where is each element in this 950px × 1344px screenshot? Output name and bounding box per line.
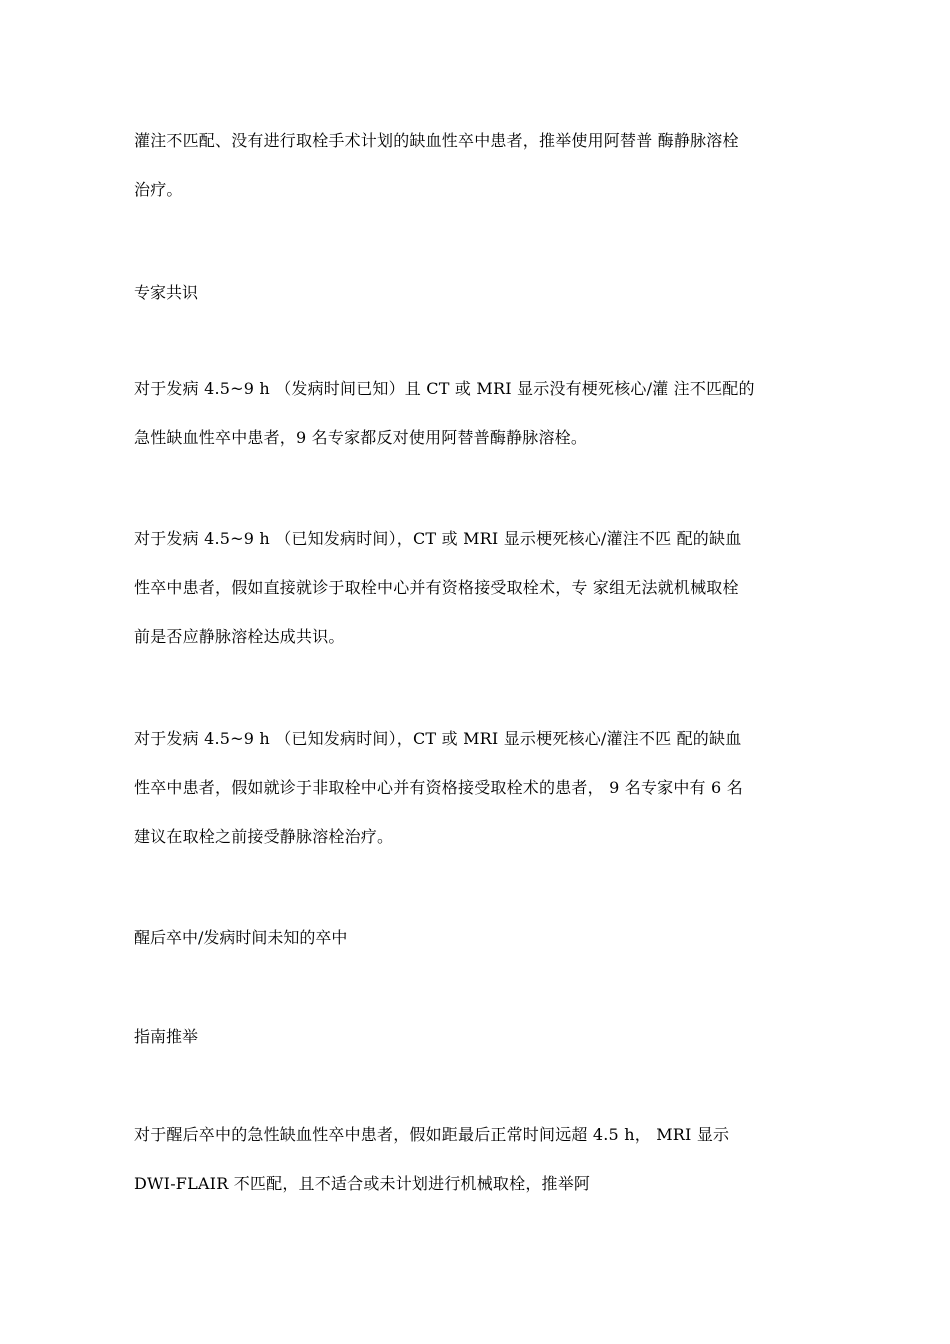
text-line: 对于发病 4.5~9 h （发病时间已知）且 CT 或 MRI 显示没有梗死核心/灌 注不匹配的: [134, 379, 755, 398]
heading-guideline-recommendation: 指南推举: [134, 1027, 199, 1046]
text-line: 建议在取栓之前接受静脉溶栓治疗。: [134, 827, 394, 846]
text-line: 对于发病 4.5~9 h （已知发病时间），CT 或 MRI 显示梗死核心/灌注不匹 配的缺血: [134, 729, 742, 748]
text-line: 性卒中患者，假如直接就诊于取栓中心并有资格接受取栓术，专 家组无法就机械取栓: [134, 578, 739, 597]
text-line: 对于发病 4.5~9 h （已知发病时间），CT 或 MRI 显示梗死核心/灌注不匹 配的缺血: [134, 529, 742, 548]
text-line: 灌注不匹配、没有进行取栓手术计划的缺血性卒中患者，推举使用阿替普 酶静脉溶栓: [134, 131, 739, 150]
text-line: 前是否应静脉溶栓达成共识。: [134, 627, 345, 646]
text-line: 治疗。: [134, 180, 183, 199]
heading-wake-up-stroke: 醒后卒中/发病时间未知的卒中: [134, 928, 348, 947]
paragraph-2: [134, 364, 824, 462]
heading-expert-consensus: 专家共识: [134, 283, 199, 302]
text-line: DWI-FLAIR 不匹配，且不适合或未计划进行机械取栓，推举阿: [134, 1174, 591, 1193]
paragraph-4: [134, 714, 824, 861]
paragraph-5: [134, 1110, 824, 1208]
text-line: 急性缺血性卒中患者，9 名专家都反对使用阿替普酶静脉溶栓。: [134, 428, 588, 447]
text-line: 性卒中患者，假如就诊于非取栓中心并有资格接受取栓术的患者， 9 名专家中有 6 名: [134, 778, 743, 797]
paragraph-1: [134, 116, 824, 214]
text-line: 对于醒后卒中的急性缺血性卒中患者，假如距最后正常时间远超 4.5 h， MRI 显示: [134, 1125, 730, 1144]
paragraph-3: [134, 514, 824, 661]
